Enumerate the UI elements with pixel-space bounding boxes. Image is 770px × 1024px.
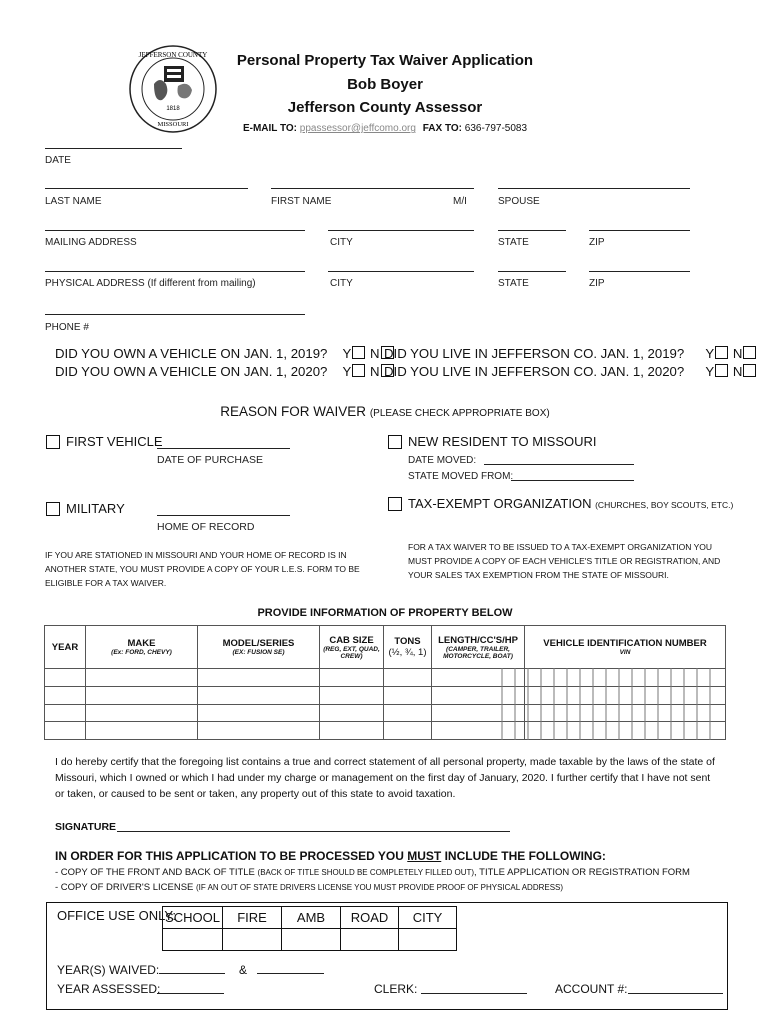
question-own-2019-text: DID YOU OWN A VEHICLE ON JAN. 1, 2019? bbox=[55, 346, 328, 361]
mailing-address-field[interactable] bbox=[45, 230, 305, 231]
col-model-title: MODEL/SERIES bbox=[222, 638, 295, 649]
office-amb-header: AMB bbox=[282, 907, 341, 929]
tax-exempt-note: (CHURCHES, BOY SCOUTS, ETC.) bbox=[595, 500, 734, 510]
office-road-cell[interactable] bbox=[341, 929, 399, 951]
requirements-heading-must: MUST bbox=[407, 849, 442, 863]
col-length-title: LENGTH/CC'S/HP bbox=[438, 634, 518, 646]
own-2020-yes-checkbox[interactable] bbox=[352, 364, 365, 377]
assessor-office: Jefferson County Assessor bbox=[287, 99, 483, 116]
col-model bbox=[198, 626, 320, 669]
seal-bottom-text: MISSOURI bbox=[157, 121, 189, 128]
physical-zip-label: ZIP bbox=[589, 278, 605, 289]
col-vin bbox=[525, 626, 726, 669]
spouse-label: SPOUSE bbox=[498, 196, 540, 207]
office-city-cell[interactable] bbox=[399, 929, 457, 951]
first-name-field[interactable] bbox=[271, 188, 474, 189]
signature-field[interactable] bbox=[117, 831, 510, 832]
physical-zip-field[interactable] bbox=[589, 271, 690, 272]
tax-exempt-info: FOR A TAX WAIVER TO BE ISSUED TO A TAX-EXEMPT ORGANIZATION YOU MUST PROVIDE A COPY OF EACH VEHICLE'S TITLE OR REGISTRATION, AND YOUR SALES TAX EXEMPTION FROM THE STATE OF MISSOURI. bbox=[408, 542, 721, 580]
clerk-label: CLERK: bbox=[374, 982, 418, 996]
tax-exempt-label bbox=[408, 496, 733, 511]
clerk-field[interactable] bbox=[421, 993, 527, 994]
year-assessed-field[interactable] bbox=[157, 993, 224, 994]
live-2019-no-checkbox[interactable] bbox=[743, 346, 756, 359]
first-vehicle-checkbox[interactable] bbox=[46, 435, 60, 449]
military-label: MILITARY bbox=[66, 501, 125, 516]
requirement-license bbox=[55, 882, 563, 893]
state-moved-from-field[interactable] bbox=[511, 480, 634, 481]
date-of-purchase-label: DATE OF PURCHASE bbox=[157, 454, 263, 466]
home-of-record-label: HOME OF RECORD bbox=[157, 521, 255, 533]
question-own-2019 bbox=[55, 346, 395, 361]
property-heading: PROVIDE INFORMATION OF PROPERTY BELOW bbox=[257, 607, 513, 619]
office-use-table bbox=[162, 906, 457, 951]
contact-line bbox=[200, 123, 570, 134]
year-assessed-label: YEAR ASSESSED: bbox=[57, 982, 161, 996]
email-link[interactable]: ppassessor@jeffcomo.org bbox=[299, 123, 416, 134]
question-live-2019-text: DID YOU LIVE IN JEFFERSON CO. JAN. 1, 2019? bbox=[384, 346, 685, 361]
physical-city-label: CITY bbox=[330, 278, 353, 289]
col-vin-title: VEHICLE IDENTIFICATION NUMBER bbox=[543, 638, 707, 649]
no-label: N bbox=[369, 346, 380, 361]
last-name-label: LAST NAME bbox=[45, 196, 102, 207]
no-label: N bbox=[369, 364, 380, 379]
no-label: N bbox=[732, 364, 743, 379]
col-length bbox=[432, 626, 525, 669]
mailing-city-label: CITY bbox=[330, 237, 353, 248]
col-vin-sub: VIN bbox=[619, 649, 631, 656]
signature-label: SIGNATURE bbox=[55, 821, 117, 833]
question-own-2020-text: DID YOU OWN A VEHICLE ON JAN. 1, 2020? bbox=[55, 364, 328, 379]
col-cab bbox=[320, 626, 384, 669]
spouse-field[interactable] bbox=[498, 188, 690, 189]
mailing-state-field[interactable] bbox=[498, 230, 566, 231]
office-city-header: CITY bbox=[399, 907, 457, 929]
requirement-title-b: (BACK OF TITLE SHOULD BE COMPLETELY FILLED OUT) bbox=[257, 868, 475, 877]
account-label: ACCOUNT #: bbox=[555, 982, 628, 996]
certification-text: I do hereby certify that the foregoing list contains a true and correct statement of all personal property, made taxable by the laws of the state of Missouri, which I owned or which I had under my charge or management on the first day of January, 2020. I further certify that I have not sent or taken, or caused to be sent or taken, any property out of this state to avoid taxation. bbox=[55, 756, 715, 800]
own-2019-yes-checkbox[interactable] bbox=[352, 346, 365, 359]
question-live-2020 bbox=[384, 364, 757, 379]
requirements-heading-pre: IN ORDER FOR THIS APPLICATION TO BE PROCESSED YOU bbox=[55, 849, 408, 863]
new-resident-label: NEW RESIDENT TO MISSOURI bbox=[408, 434, 597, 449]
question-live-2020-text: DID YOU LIVE IN JEFFERSON CO. JAN. 1, 2020? bbox=[384, 364, 685, 379]
col-cab-sub: (REG, EXT, QUAD, CREW) bbox=[323, 645, 380, 660]
date-moved-field[interactable] bbox=[484, 464, 634, 465]
requirements-heading-post: INCLUDE THE FOLLOWING: bbox=[441, 849, 606, 863]
col-tons bbox=[384, 626, 432, 669]
mailing-zip-label: ZIP bbox=[589, 237, 605, 248]
requirements-heading bbox=[55, 849, 606, 863]
requirement-title-a: - COPY OF THE FRONT AND BACK OF TITLE bbox=[55, 867, 258, 878]
military-checkbox[interactable] bbox=[46, 502, 60, 516]
first-name-label: FIRST NAME bbox=[271, 196, 332, 207]
account-field[interactable] bbox=[628, 993, 723, 994]
col-year: YEAR bbox=[45, 626, 86, 669]
mailing-city-field[interactable] bbox=[328, 230, 474, 231]
home-of-record-field[interactable] bbox=[157, 515, 290, 516]
years-waived-field-1[interactable] bbox=[159, 973, 225, 974]
assessor-name: Bob Boyer bbox=[347, 76, 423, 93]
office-road-header: ROAD bbox=[341, 907, 399, 929]
reason-heading-text: REASON FOR WAIVER bbox=[220, 404, 367, 419]
reason-heading-note: (PLEASE CHECK APPROPRIATE BOX) bbox=[369, 408, 550, 419]
physical-address-field[interactable] bbox=[45, 271, 305, 272]
yes-label: Y bbox=[342, 346, 352, 361]
col-make-sub: (Ex: FORD, CHEVY) bbox=[111, 649, 172, 656]
seal-year: 1818 bbox=[166, 106, 180, 112]
new-resident-checkbox[interactable] bbox=[388, 435, 402, 449]
no-label: N bbox=[732, 346, 743, 361]
vin-grid bbox=[488, 668, 726, 740]
military-note: IF YOU ARE STATIONED IN MISSOURI AND YOUR HOME OF RECORD IS IN ANOTHER STATE, YOU MUST PROVIDE A COPY OF YOUR L.E.S. FORM TO BE ELIGIBLE FOR A TAX WAIVER. bbox=[45, 550, 360, 588]
col-length-sub: (CAMPER, TRAILER, MOTORCYCLE, BOAT) bbox=[443, 645, 513, 660]
physical-state-label: STATE bbox=[498, 278, 529, 289]
date-label: DATE bbox=[45, 155, 71, 166]
office-school-header: SCHOOL bbox=[163, 907, 223, 929]
mailing-zip-field[interactable] bbox=[589, 230, 690, 231]
live-2020-yes-checkbox[interactable] bbox=[715, 364, 728, 377]
live-2020-no-checkbox[interactable] bbox=[743, 364, 756, 377]
col-model-sub: (EX: FUSION SE) bbox=[232, 649, 285, 656]
office-fire-cell[interactable] bbox=[223, 929, 282, 951]
form-title: Personal Property Tax Waiver Application bbox=[236, 52, 534, 69]
tax-exempt-checkbox[interactable] bbox=[388, 497, 402, 511]
email-label: E-MAIL TO: bbox=[242, 123, 298, 134]
date-field[interactable] bbox=[45, 148, 182, 149]
fax-number: 636-797-5083 bbox=[464, 123, 528, 134]
requirement-title bbox=[55, 867, 690, 878]
office-school-cell[interactable] bbox=[163, 929, 223, 951]
live-2019-yes-checkbox[interactable] bbox=[715, 346, 728, 359]
requirement-license-a: - COPY OF DRIVER'S LICENSE bbox=[55, 882, 197, 893]
mailing-address-label: MAILING ADDRESS bbox=[45, 237, 137, 248]
state-moved-from-label: STATE MOVED FROM: bbox=[408, 471, 514, 482]
requirement-title-c: , TITLE APPLICATION OR REGISTRATION FORM bbox=[474, 867, 690, 878]
col-cab-title: CAB SIZE bbox=[329, 634, 374, 646]
office-fire-header: FIRE bbox=[223, 907, 282, 929]
office-amb-cell[interactable] bbox=[282, 929, 341, 951]
physical-city-field[interactable] bbox=[328, 271, 474, 272]
years-waived-label: YEAR(S) WAIVED: bbox=[57, 963, 160, 977]
reason-heading bbox=[0, 404, 770, 419]
last-name-field[interactable] bbox=[45, 188, 248, 189]
phone-label: PHONE # bbox=[45, 322, 89, 333]
office-use-label: OFFICE USE ONLY: bbox=[57, 908, 176, 923]
col-make bbox=[86, 626, 198, 669]
requirement-license-b: (IF AN OUT OF STATE DRIVERS LICENSE YOU MUST PROVIDE PROOF OF PHYSICAL ADDRESS) bbox=[196, 883, 564, 892]
mi-label: M/I bbox=[453, 196, 467, 207]
physical-address-label: PHYSICAL ADDRESS (If different from mailing) bbox=[45, 278, 256, 289]
col-tons-sub: (½, ¾, 1) bbox=[388, 647, 427, 658]
date-of-purchase-field[interactable] bbox=[157, 448, 290, 449]
col-tons-title: TONS bbox=[394, 636, 421, 647]
yes-label: Y bbox=[705, 346, 715, 361]
yes-label: Y bbox=[705, 364, 715, 379]
physical-state-field[interactable] bbox=[498, 271, 566, 272]
mailing-state-label: STATE bbox=[498, 237, 529, 248]
seal-top-text: JEFFERSON COUNTY bbox=[138, 51, 208, 59]
first-vehicle-label: FIRST VEHICLE bbox=[66, 434, 163, 449]
col-make-title: MAKE bbox=[127, 638, 156, 649]
ampersand: & bbox=[239, 963, 248, 977]
fax-label: FAX TO: bbox=[422, 123, 462, 134]
yes-label: Y bbox=[342, 364, 352, 379]
question-own-2020 bbox=[55, 364, 395, 379]
tax-exempt-text: TAX-EXEMPT ORGANIZATION bbox=[408, 496, 592, 511]
date-moved-label: DATE MOVED: bbox=[408, 455, 477, 466]
years-waived-field-2[interactable] bbox=[257, 973, 324, 974]
question-live-2019 bbox=[384, 346, 757, 361]
phone-field[interactable] bbox=[45, 314, 305, 315]
